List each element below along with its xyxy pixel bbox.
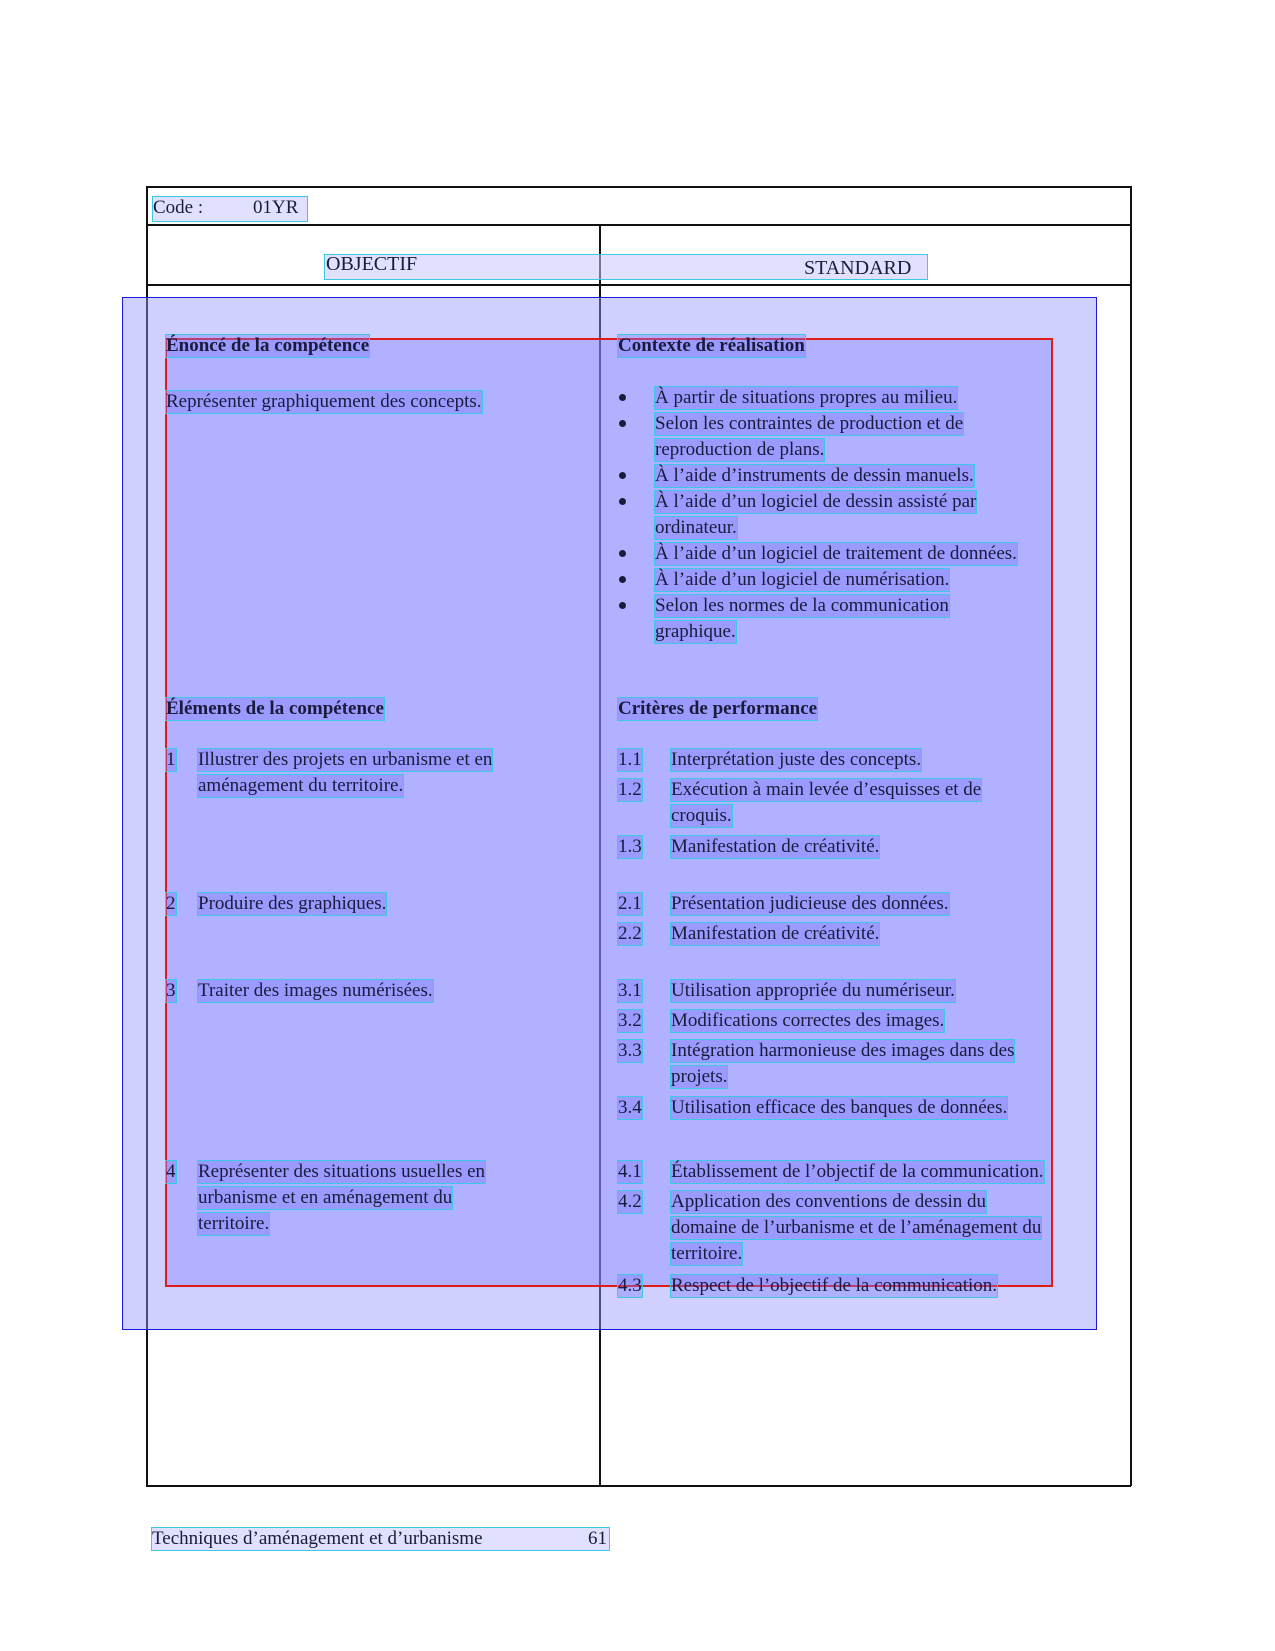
contexte-item-7-cont: graphique. xyxy=(655,621,736,642)
footer-page-number: 61 xyxy=(588,1528,607,1549)
critere-number-3.4: 3.4 xyxy=(618,1097,642,1118)
code-label: Code : xyxy=(153,197,204,218)
header-standard: STANDARD xyxy=(804,257,912,279)
table-border-code xyxy=(146,224,1131,226)
table-border-right xyxy=(1130,186,1132,1486)
enonce-heading: Énoncé de la compétence xyxy=(166,335,370,356)
critere-number-1.3: 1.3 xyxy=(618,836,642,857)
critere-3.4-text: Utilisation efficace des banques de données. xyxy=(671,1097,1008,1118)
element-1-text: aménagement du territoire. xyxy=(198,775,404,796)
critere-number-4.2: 4.2 xyxy=(618,1191,642,1212)
bullet-icon xyxy=(619,602,626,609)
element-4-text: Représenter des situations usuelles en xyxy=(198,1161,486,1182)
header-objectif: OBJECTIF xyxy=(326,253,418,275)
contexte-item-2: Selon les contraintes de production et de xyxy=(655,413,964,434)
criteres-heading: Critères de performance xyxy=(618,698,818,719)
bullet-icon xyxy=(619,472,626,479)
critere-3.2-text: Modifications correctes des images. xyxy=(671,1010,945,1031)
critere-number-1.1: 1.1 xyxy=(618,749,642,770)
element-number-2: 2 xyxy=(166,893,176,914)
enonce-text: Représenter graphiquement des concepts. xyxy=(166,391,482,412)
contexte-item-5: À l’aide d’un logiciel de traitement de données. xyxy=(655,543,1017,564)
contexte-item-6: À l’aide d’un logiciel de numérisation. xyxy=(655,569,950,590)
footer xyxy=(151,1527,610,1551)
table-border-header xyxy=(146,284,1131,286)
critere-2.1-text: Présentation judicieuse des données. xyxy=(671,893,949,914)
bullet-icon xyxy=(619,576,626,583)
critere-1.2-text: Exécution à main levée d’esquisses et de xyxy=(671,779,982,800)
contexte-item-1: À partir de situations propres au milieu. xyxy=(655,387,958,408)
contexte-item-7: Selon les normes de la communication xyxy=(655,595,949,616)
bullet-icon xyxy=(619,550,626,557)
bullet-icon xyxy=(619,394,626,401)
bullet-icon xyxy=(619,420,626,427)
contexte-item-4: À l’aide d’un logiciel de dessin assisté par xyxy=(655,491,977,512)
critere-1.2-text: croquis. xyxy=(671,805,732,826)
element-3-text: Traiter des images numérisées. xyxy=(198,980,433,1001)
table-border-bottom xyxy=(146,1485,1131,1487)
critere-number-2.1: 2.1 xyxy=(618,893,642,914)
critere-3.1-text: Utilisation appropriée du numériseur. xyxy=(671,980,955,1001)
critere-3.3-text: projets. xyxy=(671,1066,728,1087)
critere-4.1-text: Établissement de l’objectif de la communication. xyxy=(671,1161,1044,1182)
critere-number-1.2: 1.2 xyxy=(618,779,642,800)
contexte-item-2-cont: reproduction de plans. xyxy=(655,439,825,460)
critere-4.3-text: Respect de l’objectif de la communication. xyxy=(671,1275,998,1296)
critere-number-3.3: 3.3 xyxy=(618,1040,642,1061)
critere-1.1-text: Interprétation juste des concepts. xyxy=(671,749,922,770)
code-field xyxy=(152,196,308,222)
critere-4.2-text: territoire. xyxy=(671,1243,743,1264)
element-1-text: Illustrer des projets en urbanisme et en xyxy=(198,749,493,770)
critere-2.2-text: Manifestation de créativité. xyxy=(671,923,880,944)
critere-number-3.2: 3.2 xyxy=(618,1010,642,1031)
critere-number-4.1: 4.1 xyxy=(618,1161,642,1182)
contexte-item-3: À l’aide d’instruments de dessin manuels. xyxy=(655,465,974,486)
critere-number-2.2: 2.2 xyxy=(618,923,642,944)
contexte-heading: Contexte de réalisation xyxy=(618,335,805,356)
critere-4.2-text: Application des conventions de dessin du xyxy=(671,1191,987,1212)
element-number-1: 1 xyxy=(166,749,176,770)
contexte-item-4-cont: ordinateur. xyxy=(655,517,737,538)
footer-title: Techniques d’aménagement et d’urbanisme xyxy=(152,1528,483,1549)
critere-number-3.1: 3.1 xyxy=(618,980,642,1001)
elements-heading: Éléments de la compétence xyxy=(166,698,384,719)
critere-number-4.3: 4.3 xyxy=(618,1275,642,1296)
element-number-4: 4 xyxy=(166,1161,176,1182)
critere-4.2-text: domaine de l’urbanisme et de l’aménagement du xyxy=(671,1217,1042,1238)
bullet-icon xyxy=(619,498,626,505)
critere-1.3-text: Manifestation de créativité. xyxy=(671,836,880,857)
code-value: 01YR xyxy=(253,197,299,218)
critere-3.3-text: Intégration harmonieuse des images dans des xyxy=(671,1040,1015,1061)
table-border-top xyxy=(146,186,1131,188)
element-2-text: Produire des graphiques. xyxy=(198,893,387,914)
element-4-text: territoire. xyxy=(198,1213,270,1234)
element-number-3: 3 xyxy=(166,980,176,1001)
element-4-text: urbanisme et en aménagement du xyxy=(198,1187,453,1208)
